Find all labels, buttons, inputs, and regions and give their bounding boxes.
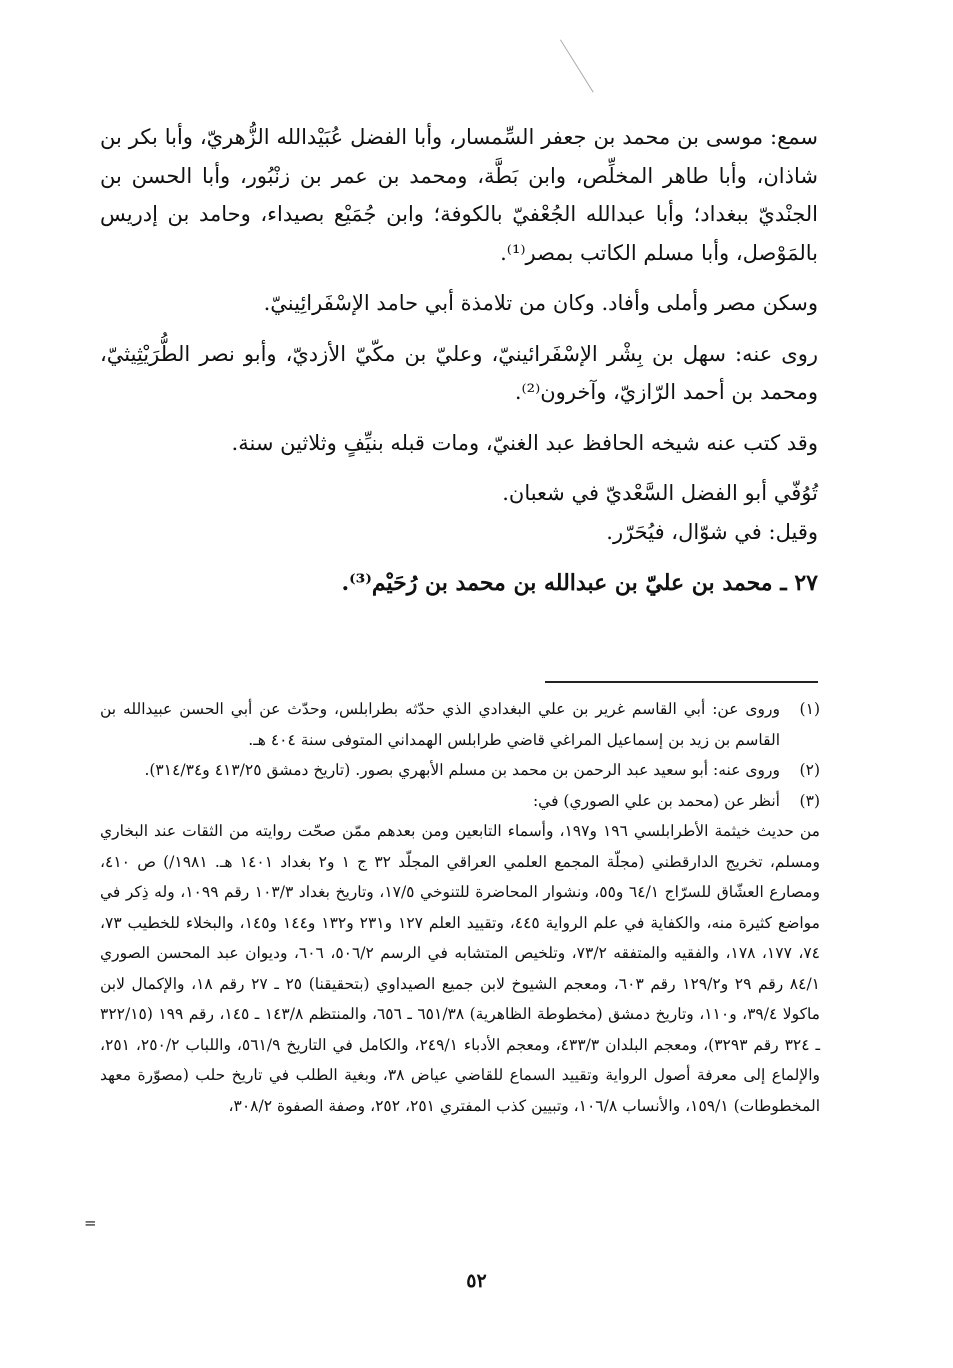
footnote-number: (١) — [799, 700, 820, 718]
page-number: ٥٢ — [466, 1270, 487, 1292]
footnote-3 — [100, 786, 820, 817]
paragraph-death: تُوُفّي أبو الفضل السَّعْديّ في شعبان. — [502, 481, 818, 505]
footnote-number: (٣) — [799, 791, 820, 810]
footnote-number: (٢) — [799, 761, 820, 779]
entry-heading: ٢٧ ـ محمد بن عليّ بن عبدالله بن محمد بن رُحَيْم⁽³⁾. — [341, 570, 818, 596]
paragraph-students: روى عنه: سهل بن بِشْر الإسْفَرائينيّ، وعليّ بن مكّيّ الأزديّ، وأبو نصر الطُّرَيْثِيثيّ، ومحمد بن أحمد الرّازيّ، وآخرون⁽²⁾. — [100, 341, 818, 404]
footnote-1 — [100, 694, 820, 755]
footnote-2 — [100, 755, 820, 786]
footnote-text: وروى عن: أبي القاسم غرير بن علي البغدادي الذي حدّثه بطرابلس، وحدّث عن أبي الحسن عبيدالله بن القاسم بن زيد بن إسماعيل المراغي قاضي طرابلس الهمداني المتوفى سنة ٤٠٤ هـ. — [100, 700, 780, 749]
paragraph-alternative-date: وقيل: في شوّال، فيُحَرّر. — [606, 519, 818, 544]
footnote-text: أنظر عن (محمد بن علي الصوري) في: — [532, 791, 780, 810]
paragraph-teachers: سمع: موسى بن محمد بن جعفر السِّمسار، وأبا الفضل عُبَيْدالله الزُّهريّ، وأبا بكر بن شاذان، وأبا طاهر المخلِّص، وابن بَطَّة، ومحمد بن عمر بن زنْبُور، وأبا الحسن بن الجنْديّ ببغداد؛ وأبا عبدالله الجُعْفيّ بالكوفة؛ وابن جُمَيْع بصيداء، وحامد بن إدريس بالمَوْصل، وأبا مسلم الكاتب بمصر⁽¹⁾. — [100, 125, 818, 265]
footnotes — [100, 694, 820, 1121]
paragraph-residence: وسكن مصر وأملى وأفاد. وكان من تلامذة أبي حامد الإسْفَرائِينيّ. — [263, 291, 818, 315]
footnote-text: وروى عنه: أبو سعيد عبد الرحمن بن محمد بن مسلم الأبهري بصور. (تاريخ دمشق ٤١٣/٢٥ و٣١٤/٣٤). — [144, 761, 780, 779]
scan-artifact-line — [560, 39, 594, 92]
footnote-3-sources: من حديث خيثمة الأطرابلسي ١٩٦ و١٩٧، وأسماء التابعين ومن بعدهم ممّن صحّت روايته من الثقات عند البخاري ومسلم، تخريج الدارقطني (مجلّة المجمع العلمي العراقي المجلّد ٣٢ ج ١ و٢ بغداد ١٤٠١ هـ. ١٩٨١/) ص ٤١٠، ومصارع العشّاق للسرّاج ٦٤/١ و٥٥، ونشوار المحاضرة للتنوخي ١٧/٥، وتاريخ بغداد ١٠٣/٣ رقم ١٠٩٩، وله ذِكر في مواضع كثيرة منه، والكفاية في علم الرواية ٤٤٥، وتقييد العلم ١٢٧ و٢٣١ و١٣٢ و١٤٤ و١٤٥، والبخلاء للخطيب ٧٣، ٧٤، ١٧٧، ١٧٨، والفقيه والمتفقه ٧٣/٢، وتلخيص المتشابه في الرسم ٥٠٦/٢، ٦٠٦، وديوان عبد المحسن الصوري ٨٤/١ رقم ٢٩ و١٢٩/٢ رقم ٦٠٣، ومعجم الشيوخ لابن جميع الصيداوي (بتحقيقنا) ٢٥ ـ ٢٧ رقم ١٨، والإكمال لابن ماكولا ٣٩/٤، و١١٠، وتاريخ دمشق (مخطوطة الظاهرية) ٦٥١/٣٨ ـ ٦٥٦، والمنتظم ١٤٣/٨ ـ ١٤٥، رقم ١٩٩ (٣٢٢/١٥ ـ ٣٢٤ رقم ٣٢٩٣)، ومعجم البلدان ٤٣٣/٣، ومعجم الأدباء ٢٤٩/١، والكامل في التاريخ ٥٦١/٩، واللباب ٢٥٠/٢، ٢٥١، والإلماع إلى معرفة أصول الرواية وتقييد السماع للقاضي عياض ٣٨، وبغية الطلب في تاريخ حلب (مصوّرة معهد المخطوطات) ١٥٩/١، والأنساب ١٠٦/٨، وتبيين كذب المفتري ٢٥١، ٢٥٢، وصفة الصفوة ٣٠٨/٢، — [100, 822, 820, 1115]
main-text — [100, 118, 818, 603]
continuation-mark: = — [84, 1214, 97, 1232]
paragraph-writing: وقد كتب عنه شيخه الحافظ عبد الغنيّ، ومات قبله بنيِّفٍ وثلاثين سنة. — [231, 430, 818, 455]
footnote-separator — [545, 681, 818, 683]
